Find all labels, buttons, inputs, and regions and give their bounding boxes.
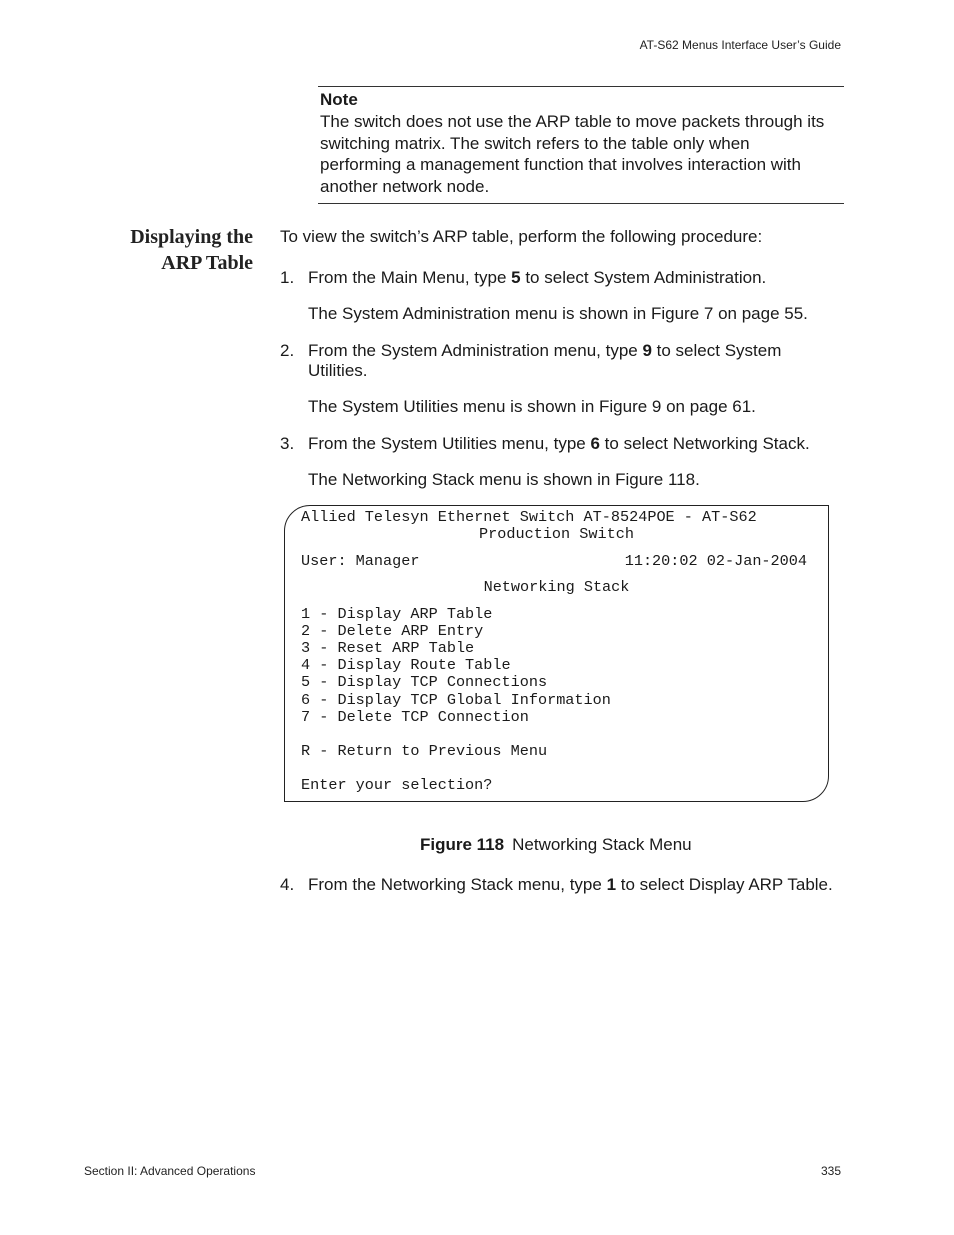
menu-option: 6 - Display TCP Global Information	[301, 691, 611, 709]
terminal-menu-title: Networking Stack	[483, 578, 630, 596]
terminal-datetime: 11:20:02 02-Jan-2004	[624, 552, 807, 570]
step-number: 3.	[280, 434, 295, 453]
step-item	[280, 434, 848, 454]
page-number: 335	[820, 1164, 841, 1178]
menu-option: 7 - Delete TCP Connection	[301, 708, 529, 726]
step-text: From the Main Menu, type 5 to select System Administration.	[308, 268, 767, 287]
intro-paragraph: To view the switch’s ARP table, perform the following procedure:	[280, 227, 763, 246]
step-number: 1.	[280, 268, 295, 287]
menu-option: 2 - Delete ARP Entry	[301, 622, 484, 640]
menu-option: 3 - Reset ARP Table	[301, 639, 475, 657]
figure-caption-text: Networking Stack Menu	[512, 835, 692, 854]
step-key: 1	[606, 875, 617, 894]
note-box	[318, 86, 844, 204]
menu-option-return: R - Return to Previous Menu	[301, 742, 548, 760]
terminal-prompt: Enter your selection?	[301, 776, 493, 794]
terminal-title: Allied Telesyn Ethernet Switch AT-8524POE - AT-S62	[301, 508, 757, 526]
note-heading: Note	[320, 90, 358, 109]
section-heading-line: Displaying the	[130, 226, 253, 248]
step-key: 6	[590, 434, 600, 453]
section-heading-line: ARP Table	[161, 252, 253, 274]
step-item	[280, 875, 848, 895]
step-note: The System Administration menu is shown in Figure 7 on page 55.	[308, 304, 808, 323]
figure-caption	[420, 835, 692, 855]
step-text: From the Networking Stack menu, type 1 to select Display ARP Table.	[308, 875, 833, 894]
step-number: 4.	[280, 875, 295, 894]
step-key: 5	[511, 268, 521, 287]
step-note: The System Utilities menu is shown in Figure 9 on page 61.	[308, 397, 756, 416]
note-line: performing a management function that involves interaction with	[320, 155, 801, 175]
terminal-user: User: Manager	[301, 552, 420, 570]
running-header: AT-S62 Menus Interface User’s Guide	[639, 38, 841, 52]
step-number: 2.	[280, 341, 295, 360]
note-line: switching matrix. The switch refers to the table only when	[320, 133, 750, 153]
figure-label: Figure 118	[420, 835, 505, 854]
step-note: The Networking Stack menu is shown in Figure 118.	[308, 470, 700, 489]
section-heading	[60, 224, 253, 276]
step-key: 9	[642, 341, 652, 360]
step-text: From the System Utilities menu, type 6 to select Networking Stack.	[308, 434, 810, 453]
step-item	[280, 268, 848, 288]
footer-section: Section II: Advanced Operations	[84, 1164, 256, 1178]
menu-option: 4 - Display Route Table	[301, 656, 511, 674]
step-text: From the System Administration menu, type 9 to select System Utilities.	[308, 341, 782, 380]
note-line: another network node.	[320, 177, 490, 197]
menu-option: 1 - Display ARP Table	[301, 605, 493, 623]
terminal-subtitle: Production Switch	[479, 525, 634, 543]
step-item	[280, 341, 818, 381]
note-line: The switch does not use the ARP table to move packets through its	[320, 111, 825, 131]
terminal-screen	[284, 505, 829, 802]
menu-option: 5 - Display TCP Connections	[301, 673, 548, 691]
